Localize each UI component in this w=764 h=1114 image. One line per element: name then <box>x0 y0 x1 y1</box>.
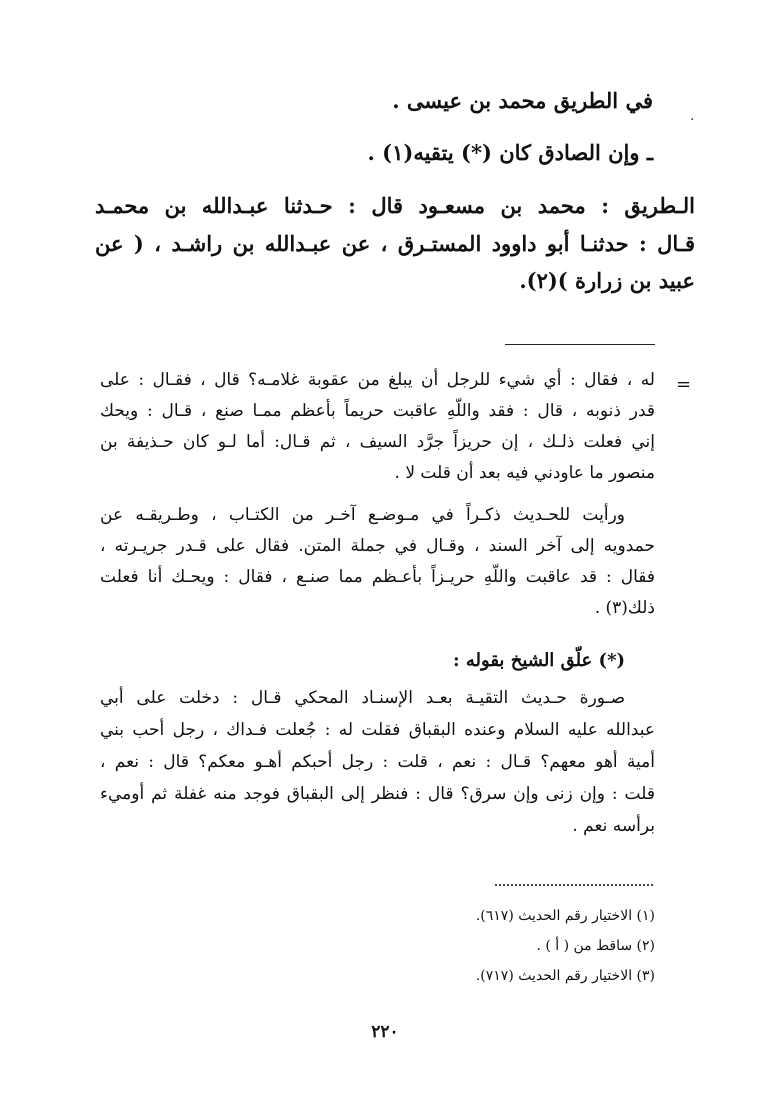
main-line-1: في الطريق محمد بن عيسى . <box>392 88 653 113</box>
footnote-3: (٣) الاختيار رقم الحديث (٧١٧). <box>475 968 655 984</box>
note-p2-line-3: فقال : قد عاقبت واللّهِ حريـزاً بأعـظم مما صنـع ، فقال : ويحـك أنا فعلت <box>100 567 655 587</box>
continuation-mark: = <box>676 374 692 395</box>
note-p1-line-1: له ، فقال : أي شيء للرجل أن يبلغ من عقوبة غلامـه؟ قال ، فقـال : على <box>100 370 655 390</box>
note-p3-line-2: عبدالله عليه السلام وعنده البقباق فقلت له : جُعلت فـداك ، رجل أحب بني <box>100 720 655 740</box>
note-p2-line-2: حمدويه إلى آخر السند ، وقـال في جملة المتن. فقال على قـدر جريـرته ، <box>100 536 655 556</box>
note-p3-line-4: قلت : وإن زنى وإن سرق؟ قال : فنظر إلى البقباق فوجد منه غفلة ثم أوميء <box>100 784 655 804</box>
margin-mark: · <box>690 112 695 128</box>
main-para-line-2: قـال : حدثنـا أبو داوود المستـرق ، عن عبـدالله بن راشـد ، ( عن <box>95 231 695 256</box>
footnote-1: (١) الاختيار رقم الحديث (٦١٧). <box>475 908 655 924</box>
notes-block <box>100 370 655 850</box>
note-heading: (*) علّق الشيخ بقوله : <box>452 650 625 671</box>
page-number: ٢٢٠ <box>371 1022 399 1042</box>
main-para-line-3: عبيد بن زرارة )(٢). <box>519 268 695 293</box>
note-p3-line-1: صـورة حـديث التقيـة بعـد الإسنـاد المحكي قـال : دخلت على أبي <box>100 688 625 708</box>
main-para-line-1: الـطريق : محمد بن مسعـود قال : حـدثنا عبـدالله بن محمـد <box>95 193 695 218</box>
note-p3-line-5: برأسه نعم . <box>572 816 655 836</box>
note-p1-line-4: منصور ما عاودني فيه بعد أن قلت لا . <box>394 463 655 483</box>
footnote-separator <box>495 884 653 886</box>
footnote-2: (٢) ساقط من ( أ ) . <box>536 938 655 954</box>
main-text <box>95 88 695 293</box>
separator-rule <box>505 344 655 345</box>
main-line-2: ـ وإن الصادق كان (*) يتقيه(١) . <box>367 140 653 165</box>
note-p1-line-2: قدر ذنوبه ، قال : فقد واللّهِ عاقبت حريماً بأعظم ممـا صنع ، قـال : ويحك <box>100 401 655 421</box>
note-p1-line-3: إني فعلت ذلـك ، إن حريزاً جرَّد السيف ، ثم قـال: أما لـو كان حـذيفة بن <box>100 432 655 452</box>
note-p2-line-1: ورأيت للحـديث ذكـراً في مـوضـع آخـر من الكتـاب ، وطـريقـه عن <box>100 505 625 525</box>
note-p2-line-4: ذلك(٣) . <box>594 598 655 618</box>
note-p3-line-3: أمية أهو معهم؟ قـال : نعم ، قلت : رجل أحبكم أهـو معكم؟ قال : نعم ، <box>100 752 655 772</box>
